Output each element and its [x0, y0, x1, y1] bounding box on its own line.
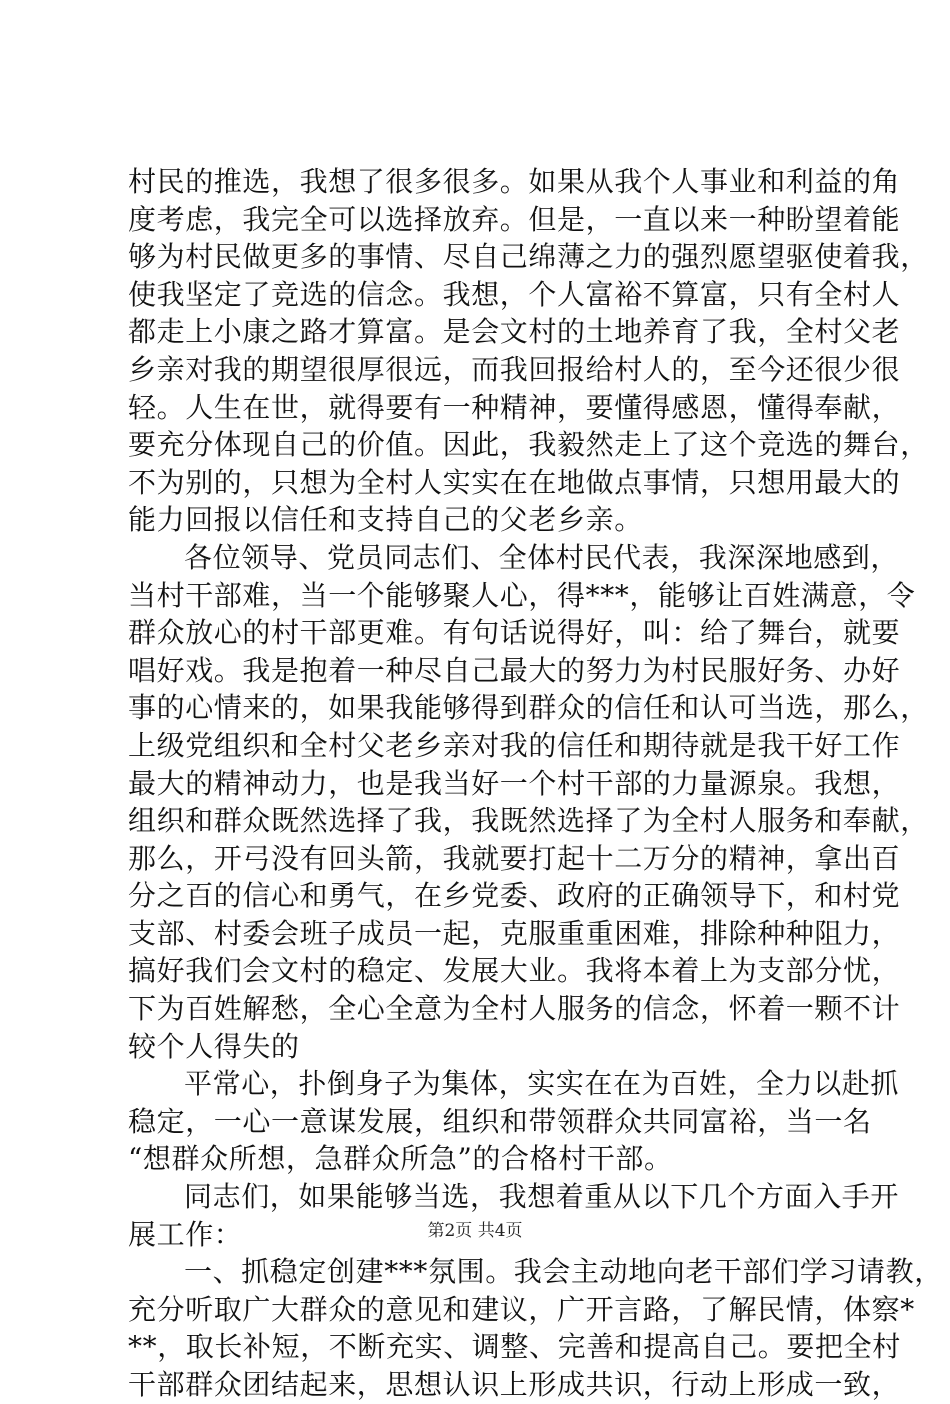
text-line: 能力回报以信任和支持自己的父老乡亲。: [128, 503, 643, 537]
text-line: 最大的精神动力，也是我当好一个村干部的力量源泉。我想，: [128, 766, 901, 800]
text-line: 干部群众团结起来，思想认识上形成共识，行动上形成一致，: [128, 1368, 901, 1401]
text-line: **，取长补短，不断充实、调整、完善和提高自己。要把全村: [128, 1330, 901, 1364]
text-line: 充分听取广大群众的意见和建议，广开言路，了解民情，体察*: [128, 1292, 915, 1326]
text-line: 使我坚定了竞选的信念。我想，个人富裕不算富，只有全村人: [128, 277, 901, 311]
text-line: 下为百姓解愁，全心全意为全村人服务的信念，怀着一颗不计: [128, 992, 901, 1026]
text-line: 分之百的信心和勇气，在乡党委、政府的正确领导下，和村党: [128, 879, 901, 913]
text-line: 一、抓稳定创建***氛围。我会主动地向老干部们学习请教，: [184, 1255, 943, 1289]
text-line: 唱好戏。我是抱着一种尽自己最大的努力为村民服好务、办好: [128, 653, 901, 687]
text-line: 度考虑，我完全可以选择放弃。但是，一直以来一种盼望着能: [128, 202, 901, 236]
text-line: 够为村民做更多的事情、尽自己绵薄之力的强烈愿望驱使着我，: [128, 240, 929, 274]
text-line: 事的心情来的，如果我能够得到群众的信任和认可当选，那么，: [128, 691, 929, 725]
text-line: 支部、村委会班子成员一起，克服重重困难，排除种种阻力，: [128, 916, 901, 950]
text-line: 展工作：: [128, 1217, 243, 1251]
text-line: “想群众所想，急群众所急”的合格村干部。: [128, 1142, 673, 1176]
text-line: 不为别的，只想为全村人实实在在地做点事情，只想用最大的: [128, 465, 901, 499]
text-line: 群众放心的村干部更难。有句话说得好，叫：给了舞台，就要: [128, 616, 901, 650]
text-line: 组织和群众既然选择了我，我既然选择了为全村人服务和奉献，: [128, 804, 929, 838]
text-line: 平常心，扑倒身子为集体，实实在在为百姓，全力以赴抓: [184, 1067, 900, 1101]
text-line: 稳定，一心一意谋发展，组织和带领群众共同富裕，当一名: [128, 1104, 872, 1138]
text-line: 轻。人生在世，就得要有一种精神，要懂得感恩，懂得奉献，: [128, 390, 901, 424]
text-line: 较个人得失的: [128, 1029, 300, 1063]
text-line: 同志们，如果能够当选，我想着重从以下几个方面入手开: [184, 1180, 900, 1214]
text-line: 搞好我们会文村的稳定、发展大业。我将本着上为支部分忧，: [128, 954, 901, 988]
text-line: 那么，开弓没有回头箭，我就要打起十二万分的精神，拿出百: [128, 841, 901, 875]
text-line: 乡亲对我的期望很厚很远，而我回报给村人的，至今还很少很: [128, 352, 901, 386]
text-line: 都走上小康之路才算富。是会文村的土地养育了我，全村父老: [128, 315, 901, 349]
text-line: 各位领导、党员同志们、全体村民代表，我深深地感到，: [184, 540, 900, 574]
text-line: 上级党组织和全村父老乡亲对我的信任和期待就是我干好工作: [128, 728, 901, 762]
text-line: 要充分体现自己的价值。因此，我毅然走上了这个竞选的舞台，: [128, 428, 929, 462]
text-line: 当村干部难，当一个能够聚人心，得***，能够让百姓满意，令: [128, 578, 916, 612]
page-footer: 第2页 共4页: [427, 1221, 523, 1241]
text-line: 村民的推选，我想了很多很多。如果从我个人事业和利益的角: [128, 165, 901, 198]
